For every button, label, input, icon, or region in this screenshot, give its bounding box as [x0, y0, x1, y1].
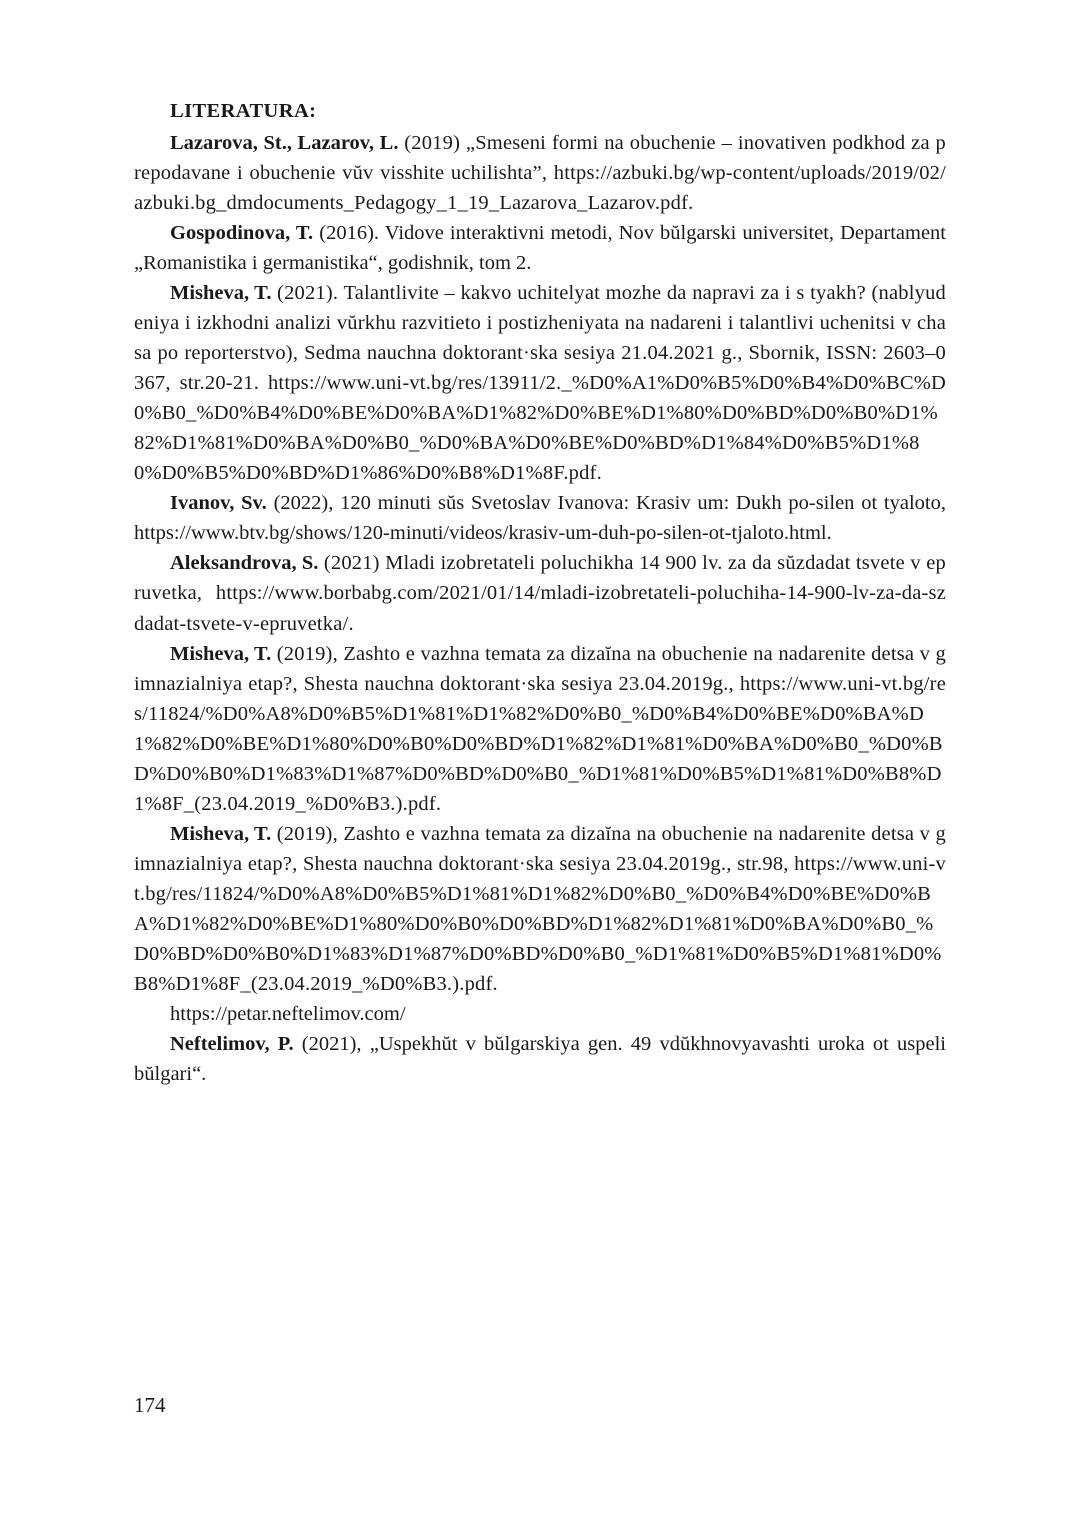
reference-author: Misheva, T.: [170, 822, 272, 845]
reference-author: Ivanov, Sv.: [170, 492, 267, 515]
reference-author: Gospodinova, T.: [170, 222, 314, 245]
reference-author: Aleksandrova, S.: [170, 552, 319, 575]
reference-text: (2019), Zashto e vazhna temata za dizaĭna na obuchenie na nadarenite detsa v gimnazialniya etap?, Shesta nauchna doktorant·ska sesiya 23.04.2019g., str.98, https://www.uni-vt.bg/res/11824/%D0%A8%D0%B5%D1%81%D1%82%D0%B0_%D0%B4%D0%BE%D0%BA%D1%82%D0%BE%D1%80%D0%B0%D0%BD%D1%82%D1%81%D0%BA%D0%B0_%D0%BD%D0%B0%D1%83%D1%87%D0%BD%D0%B0_%D1%81%D0%B5%D1%81%D0%B8%D1%8F_(23.04.2019_%D0%B3.).pdf.: [134, 822, 946, 995]
reference-entry: [134, 128, 946, 218]
page-number: 174: [134, 1393, 166, 1417]
reference-text: (2019) „Smeseni formi na obuchenie – inovativen podkhod za prepodavane i obuchenie vŭv visshite uchilishta”, https://azbuki.bg/wp-content/uploads/2019/02/azbuki.bg_dmdocuments_Pedagogy_1_19_Lazarova_Lazarov.pdf.: [134, 132, 946, 215]
reference-entry: [134, 1029, 946, 1089]
reference-author: Lazarova, St., Lazarov, L.: [170, 132, 399, 154]
section-heading: LITERATURA:: [170, 100, 317, 122]
reference-entry: [134, 488, 946, 548]
reference-text: (2016). Vidove interaktivni metodi, Nov bŭlgarski universitet, Departament „Romanistika i germanistika“, godishnik, tom 2.: [134, 222, 946, 275]
reference-author: Misheva, T.: [170, 642, 272, 665]
reference-entry: [134, 548, 946, 638]
reference-entry: [134, 278, 946, 488]
reference-text: (2021), „Uspekhŭt v bŭlgarskiya gen. 49 vdŭkhnovyavashti uroka ot uspeli bŭlgari“.: [134, 1032, 946, 1085]
reference-text: (2021) Mladi izobretateli poluchikha 14 900 lv. za da sŭzdadat tsvete v epruvetka, https://www.borbabg.com/2021/01/14/mladi-izobretateli-poluchiha-14-900-lv-za-da-szdadat-tsvete-v-epruvetka/.: [134, 552, 946, 635]
reference-author: Neftelimov, P.: [170, 1032, 294, 1055]
page-content: [134, 100, 946, 1089]
reference-entry: [134, 218, 946, 278]
reference-entry: [134, 639, 946, 819]
reference-text: https://petar.neftelimov.com/: [170, 1002, 406, 1025]
reference-text: (2022), 120 minuti sŭs Svetoslav Ivanova: Krasiv um: Dukh po-silen ot tyaloto, https://www.btv.bg/shows/120-minuti/videos/krasiv-um-duh-po-silen-ot-tjaloto.html.: [134, 492, 946, 545]
reference-author: Misheva, T.: [170, 282, 272, 305]
reference-text: (2019), Zashto e vazhna temata za dizaĭna na obuchenie na nadarenite detsa v gimnazialniya etap?, Shesta nauchna doktorant·ska sesiya 23.04.2019g., https://www.uni-vt.bg/res/11824/%D0%A8%D0%B5%D1%81%D1%82%D0%B0_%D0%B4%D0%BE%D0%BA%D1%82%D0%BE%D1%80%D0%B0%D0%BD%D1%82%D1%81%D0%BA%D0%B0_%D0%BD%D0%B0%D1%83%D1%87%D0%BD%D0%B0_%D1%81%D0%B5%D1%81%D0%B8%D1%8F_(23.04.2019_%D0%B3.).pdf.: [134, 642, 946, 815]
reference-entry: [134, 819, 946, 999]
reference-text: (2021). Talantlivite – kakvo uchitelyat mozhe da napravi za i s tyakh? (nablyudeniya i izkhodni analizi vŭrkhu razvitieto i postizheniyata na nadareni i talantlivi uchenitsi v chasa po reporterstvo), Sedma nauchna doktorant·ska sesiya 21.04.2021 g., Sbornik, ISSN: 2603–0367, str.20-21. https://www.uni-vt.bg/res/13911/2._%D0%A1%D0%B5%D0%B4%D0%BC%D0%B0_%D0%B4%D0%BE%D0%BA%D1%82%D0%BE%D1%80%D0%BD%D0%B0%D1%82%D1%81%D0%BA%D0%B0_%D0%BA%D0%BE%D0%BD%D1%84%D0%B5%D1%80%D0%B5%D0%BD%D1%86%D0%B8%D1%8F.pdf.: [134, 282, 946, 485]
reference-entry: [134, 999, 946, 1029]
